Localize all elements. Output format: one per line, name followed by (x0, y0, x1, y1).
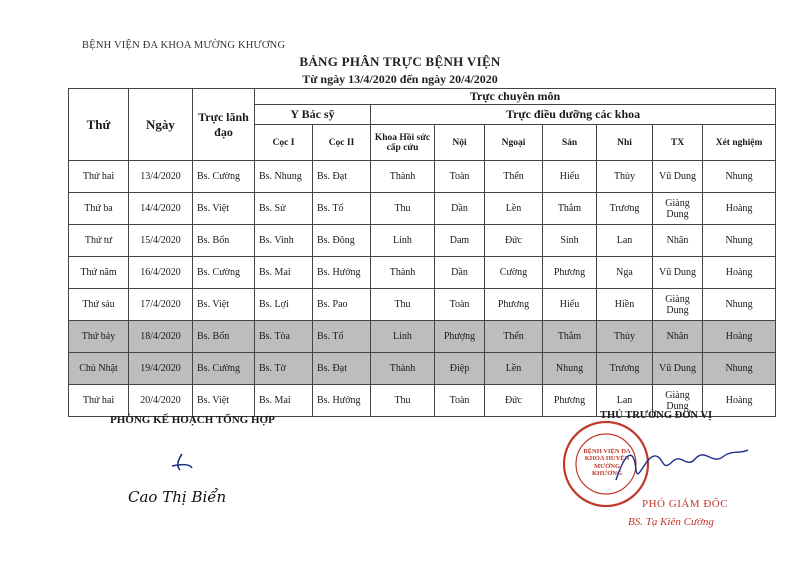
cell-coc1: Bs. Vinh (255, 225, 313, 257)
planning-department-label: PHÒNG KẾ HOẠCH TỔNG HỢP (110, 414, 275, 426)
cell-obstetrics: Thắm (543, 193, 597, 225)
cell-coc1: Bs. Mai (255, 385, 313, 417)
cell-coc1: Bs. Tờ (255, 353, 313, 385)
hospital-name: BỆNH VIỆN ĐA KHOA MƯỜNG KHƯƠNG (82, 40, 286, 51)
cell-internal: Điệp (435, 353, 485, 385)
cell-pediatrics: Hiền (597, 289, 653, 321)
cell-obstetrics: Nhung (543, 353, 597, 385)
header-nurses: Trực điều dưỡng các khoa (371, 105, 776, 125)
cell-coc2: Bs. Tố (313, 321, 371, 353)
cell-leader: Bs. Bổn (193, 321, 255, 353)
cell-surgery: Cường (485, 257, 543, 289)
cell-surgery: Thển (485, 161, 543, 193)
header-tx: TX (653, 125, 703, 161)
cell-date: 14/4/2020 (129, 193, 193, 225)
planning-signer-name: Cao Thị Biển (128, 488, 227, 506)
cell-obstetrics: Sinh (543, 225, 597, 257)
header-date: Ngày (129, 89, 193, 161)
cell-surgery: Thển (485, 321, 543, 353)
cell-pediatrics: Lan (597, 385, 653, 417)
cell-pediatrics: Nga (597, 257, 653, 289)
cell-obstetrics: Phương (543, 257, 597, 289)
table-row (69, 257, 776, 289)
cell-tx: Nhân (653, 225, 703, 257)
header-obstetrics: Sản (543, 125, 597, 161)
cell-internal: Dần (435, 257, 485, 289)
cell-coc1: Bs. Tòa (255, 321, 313, 353)
cell-day: Chủ Nhật (69, 353, 129, 385)
cell-lab: Nhung (703, 225, 776, 257)
cell-day: Thứ năm (69, 257, 129, 289)
cell-coc1: Bs. Sử (255, 193, 313, 225)
cell-internal: Phượng (435, 321, 485, 353)
cell-lab: Hoàng (703, 321, 776, 353)
table-row (69, 161, 776, 193)
cell-lab: Hoàng (703, 193, 776, 225)
cell-coc1: Bs. Lợi (255, 289, 313, 321)
table-row (69, 353, 776, 385)
cell-pediatrics: Trương (597, 193, 653, 225)
table-row (69, 193, 776, 225)
director-signature (612, 440, 752, 490)
cell-date: 13/4/2020 (129, 161, 193, 193)
cell-pediatrics: Thủy (597, 321, 653, 353)
table-row (69, 289, 776, 321)
cell-pediatrics: Trương (597, 353, 653, 385)
cell-emergency: Thành (371, 353, 435, 385)
cell-obstetrics: Hiếu (543, 289, 597, 321)
cell-emergency: Thành (371, 161, 435, 193)
cell-surgery: Lền (485, 193, 543, 225)
header-leader: Trực lãnh đạo (193, 89, 255, 161)
director-role: PHÓ GIÁM ĐỐC (642, 498, 729, 510)
cell-coc2: Bs. Hưởng (313, 385, 371, 417)
cell-coc2: Bs. Pao (313, 289, 371, 321)
cell-lab: Hoàng (703, 257, 776, 289)
cell-day: Thứ hai (69, 385, 129, 417)
header-coc2: Cọc II (313, 125, 371, 161)
cell-day: Thứ hai (69, 161, 129, 193)
cell-coc2: Bs. Tố (313, 193, 371, 225)
cell-emergency: Thu (371, 193, 435, 225)
header-lab: Xét nghiệm (703, 125, 776, 161)
cell-date: 18/4/2020 (129, 321, 193, 353)
cell-surgery: Đức (485, 225, 543, 257)
date-range: Từ ngày 13/4/2020 đến ngày 20/4/2020 (302, 72, 498, 86)
cell-internal: Dần (435, 193, 485, 225)
header-pediatrics: Nhi (597, 125, 653, 161)
cell-leader: Bs. Bổn (193, 225, 255, 257)
cell-surgery: Phương (485, 289, 543, 321)
cell-obstetrics: Hiếu (543, 161, 597, 193)
cell-date: 19/4/2020 (129, 353, 193, 385)
header-emergency: Khoa Hồi sức cấp cứu (371, 125, 435, 161)
cell-coc2: Bs. Hưởng (313, 257, 371, 289)
cell-leader: Bs. Việt (193, 193, 255, 225)
cell-internal: Toàn (435, 289, 485, 321)
cell-emergency: Linh (371, 225, 435, 257)
cell-tx: Giàng Dung (653, 385, 703, 417)
cell-internal: Toàn (435, 161, 485, 193)
cell-coc2: Bs. Đạt (313, 353, 371, 385)
cell-leader: Bs. Cường (193, 161, 255, 193)
duty-roster-table (68, 88, 776, 417)
table-row (69, 225, 776, 257)
cell-tx: Giàng Dung (653, 289, 703, 321)
header-doctors: Y Bác sỹ (255, 105, 371, 125)
cell-surgery: Lền (485, 353, 543, 385)
cell-surgery: Đức (485, 385, 543, 417)
cell-leader: Bs. Cường (193, 257, 255, 289)
cell-date: 17/4/2020 (129, 289, 193, 321)
table-row (69, 321, 776, 353)
cell-date: 16/4/2020 (129, 257, 193, 289)
cell-obstetrics: Thắm (543, 321, 597, 353)
cell-tx: Nhân (653, 321, 703, 353)
header-specialty: Trực chuyên môn (255, 89, 776, 105)
cell-leader: Bs. Việt (193, 385, 255, 417)
cell-pediatrics: Lan (597, 225, 653, 257)
cell-leader: Bs. Cường (193, 353, 255, 385)
cell-lab: Hoàng (703, 385, 776, 417)
cell-day: Thứ tư (69, 225, 129, 257)
cell-pediatrics: Thủy (597, 161, 653, 193)
unit-head-label: THỦ TRƯỞNG ĐƠN VỊ (600, 410, 713, 421)
cell-internal: Toàn (435, 385, 485, 417)
cell-lab: Nhung (703, 353, 776, 385)
cell-tx: Vũ Dung (653, 257, 703, 289)
director-name: BS. Tạ Kiên Cường (628, 516, 714, 528)
cell-coc2: Bs. Đạt (313, 161, 371, 193)
cell-internal: Dam (435, 225, 485, 257)
cell-tx: Vũ Dung (653, 353, 703, 385)
cell-emergency: Thu (371, 385, 435, 417)
cell-coc2: Bs. Đông (313, 225, 371, 257)
cell-lab: Nhung (703, 161, 776, 193)
header-internal: Nội (435, 125, 485, 161)
header-coc1: Cọc I (255, 125, 313, 161)
cell-emergency: Linh (371, 321, 435, 353)
cell-coc1: Bs. Mai (255, 257, 313, 289)
cell-date: 20/4/2020 (129, 385, 193, 417)
cell-tx: Vũ Dung (653, 161, 703, 193)
cell-tx: Giàng Dung (653, 193, 703, 225)
header-day: Thứ (69, 89, 129, 161)
header-surgery: Ngoại (485, 125, 543, 161)
cell-date: 15/4/2020 (129, 225, 193, 257)
cell-emergency: Thành (371, 257, 435, 289)
cell-emergency: Thu (371, 289, 435, 321)
cell-day: Thứ bảy (69, 321, 129, 353)
cell-day: Thứ sáu (69, 289, 129, 321)
page-title: BẢNG PHÂN TRỰC BỆNH VIỆN (299, 54, 501, 69)
cell-lab: Nhung (703, 289, 776, 321)
cell-obstetrics: Phương (543, 385, 597, 417)
stamp-text: BỆNH VIỆN ĐA KHOA HUYỆN MƯỜNG KHƯƠNG (583, 448, 631, 478)
cell-day: Thứ ba (69, 193, 129, 225)
cell-coc1: Bs. Nhung (255, 161, 313, 193)
cell-leader: Bs. Việt (193, 289, 255, 321)
